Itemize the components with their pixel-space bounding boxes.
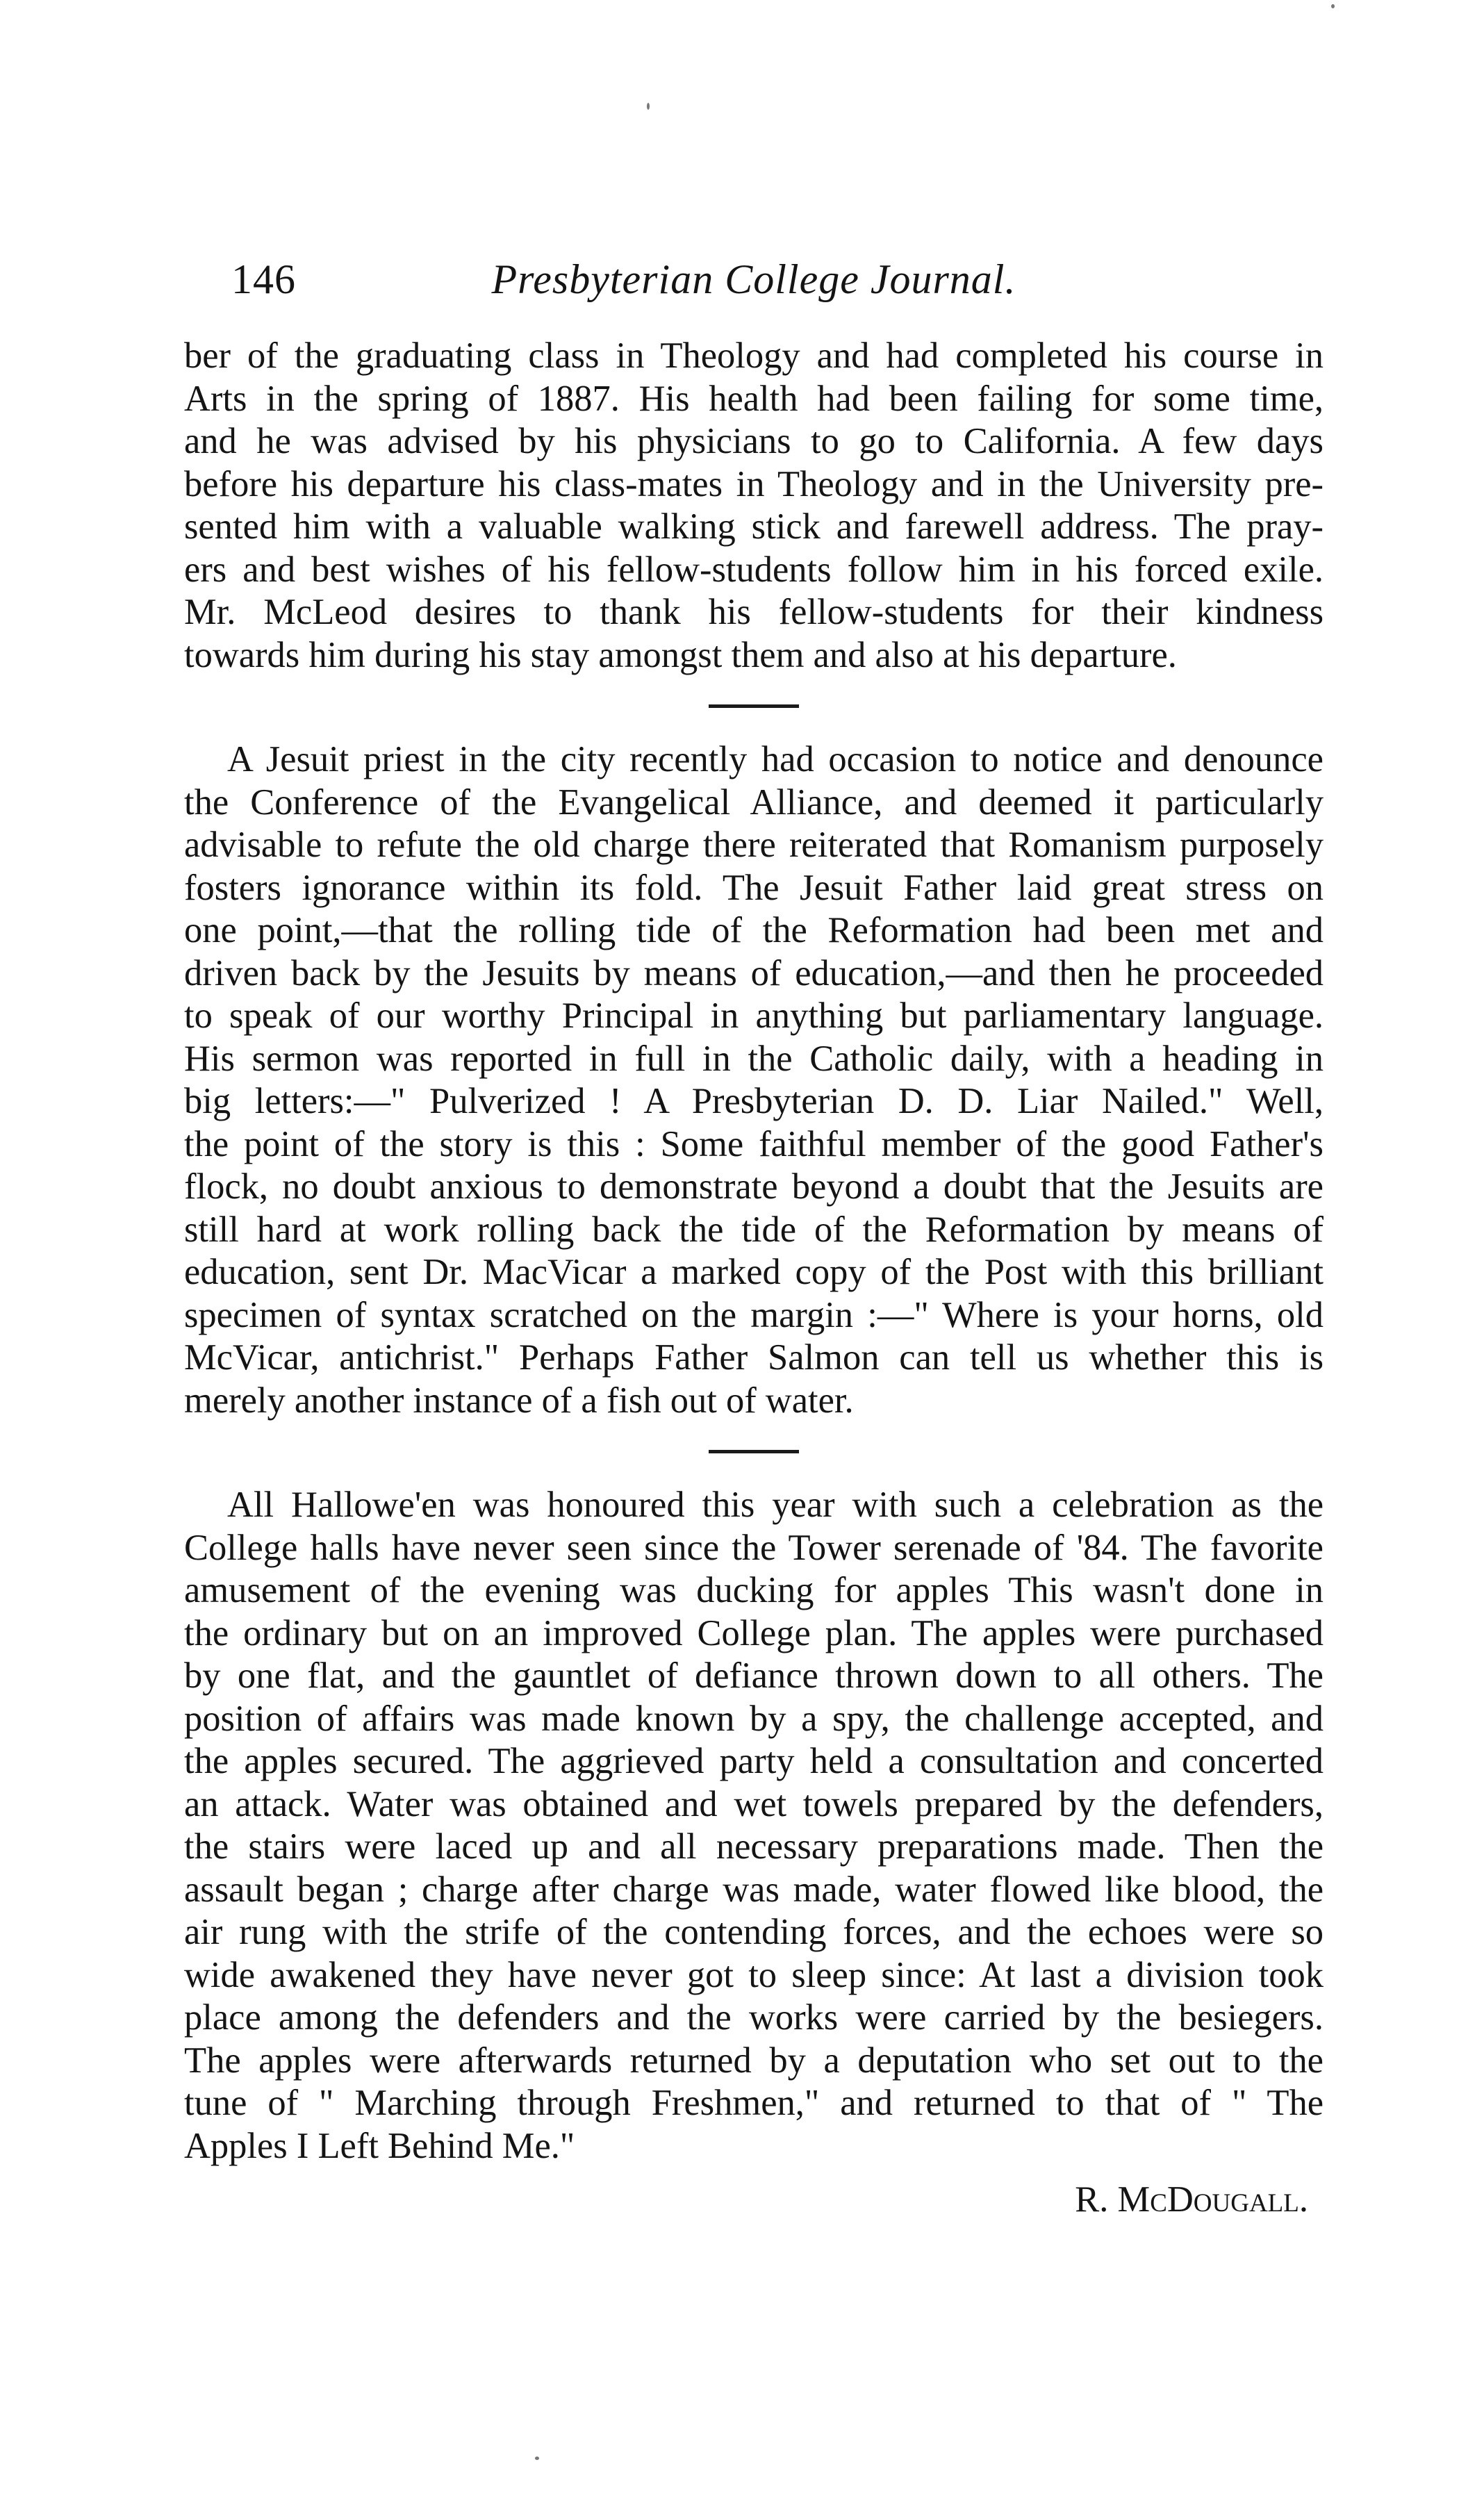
text-line: Apples I Left Behind Me." xyxy=(184,2125,575,2166)
paragraph-jesuit xyxy=(184,738,1324,1422)
text-line: merely another instance of a fish out of water. xyxy=(184,1380,854,1421)
text-line: place among the defenders and the works were carried by the besiegers. xyxy=(184,1997,1324,2038)
text-line: His sermon was reported in full in the Catholic daily, with a heading in xyxy=(184,1038,1324,1079)
paragraph-mcleod xyxy=(184,335,1324,677)
text-line: education, sent Dr. MacVicar a marked copy of the Post with this brilliant xyxy=(184,1252,1324,1292)
section-divider xyxy=(709,1450,799,1453)
text-line: specimen of syntax scratched on the margin :—" Where is your horns, old xyxy=(184,1294,1324,1335)
text-line: ers and best wishes of his fellow-students follow him in his forced exile. xyxy=(184,549,1324,590)
text-line: an attack. Water was obtained and wet towels prepared by the defenders, xyxy=(184,1783,1324,1824)
text-line: fosters ignorance within its fold. The Jesuit Father laid great stress on xyxy=(184,867,1324,908)
text-line: air rung with the strife of the contending forces, and the echoes were so xyxy=(184,1912,1324,1952)
text-line: amusement of the evening was ducking for apples This wasn't done in xyxy=(184,1570,1324,1610)
text-line: All Hallowe'en was honoured this year with such a celebration as the xyxy=(227,1485,1324,1525)
text-line: the apples secured. The aggrieved party held a consultation and concerted xyxy=(184,1741,1324,1781)
text-line: flock, no doubt anxious to demonstrate beyond a doubt that the Jesuits are xyxy=(184,1166,1324,1207)
page-header xyxy=(184,256,1324,318)
print-speck xyxy=(535,2457,539,2460)
text-line: ber of the graduating class in Theology and had completed his course in xyxy=(184,336,1324,376)
text-line: driven back by the Jesuits by means of education,—and then he proceeded xyxy=(184,952,1324,993)
text-line: McVicar, antichrist." Perhaps Father Salmon can tell us whether this is xyxy=(184,1337,1324,1378)
text-line: the Conference of the Evangelical Alliance, and deemed it particularly xyxy=(184,782,1324,823)
print-speck xyxy=(647,103,650,110)
text-line: Arts in the spring of 1887. His health had been failing for some time, xyxy=(184,378,1324,419)
text-line: A Jesuit priest in the city recently had occasion to notice and denounce xyxy=(227,739,1324,779)
text-line: by one flat, and the gauntlet of defiance thrown down to all others. The xyxy=(184,1656,1324,1696)
text-line: the stairs were laced up and all necessary preparations made. Then the xyxy=(184,1826,1324,1867)
running-title: Presbyterian College Journal. xyxy=(491,256,1016,302)
print-speck xyxy=(1331,4,1335,8)
text-line: the ordinary but on an improved College plan. The apples were purchased xyxy=(184,1612,1324,1653)
text-line: and he was advised by his physicians to go to California. A few days xyxy=(184,421,1324,461)
text-line: before his departure his class-mates in Theology and in the University pre- xyxy=(184,463,1324,504)
paragraph-halloween xyxy=(184,1484,1324,2168)
author-signature: R. McDougall. xyxy=(1075,2179,1308,2220)
text-line: tune of " Marching through Freshmen," and returned to that of " The xyxy=(184,2083,1324,2123)
page-number: 146 xyxy=(231,256,296,302)
text-line: towards him during his stay amongst them and also at his departure. xyxy=(184,634,1177,675)
section-divider xyxy=(709,704,799,708)
text-line: the point of the story is this : Some faithful member of the good Father's xyxy=(184,1123,1324,1164)
text-line: to speak of our worthy Principal in anything but parliamentary language. xyxy=(184,996,1324,1036)
text-line: advisable to refute the old charge there reiterated that Romanism purposely xyxy=(184,825,1324,865)
text-line: sented him with a valuable walking stick and farewell address. The pray- xyxy=(184,506,1324,547)
page-body xyxy=(184,335,1324,2222)
text-line: assault began ; charge after charge was made, water flowed like blood, the xyxy=(184,1869,1324,1910)
text-line: College halls have never seen since the Tower serenade of '84. The favorite xyxy=(184,1527,1324,1568)
text-line: one point,—that the rolling tide of the Reformation had been met and xyxy=(184,910,1324,950)
text-line: big letters:—" Pulverized ! A Presbyterian D. D. Liar Nailed." Well, xyxy=(184,1081,1324,1121)
text-line: wide awakened they have never got to sleep since: At last a division took xyxy=(184,1954,1324,1995)
text-line: position of affairs was made known by a spy, the challenge accepted, and xyxy=(184,1698,1324,1739)
text-line: The apples were afterwards returned by a deputation who set out to the xyxy=(184,2040,1324,2081)
text-line: Mr. McLeod desires to thank his fellow-students for their kindness xyxy=(184,592,1324,632)
text-line: still hard at work rolling back the tide of the Reformation by means of xyxy=(184,1209,1324,1250)
